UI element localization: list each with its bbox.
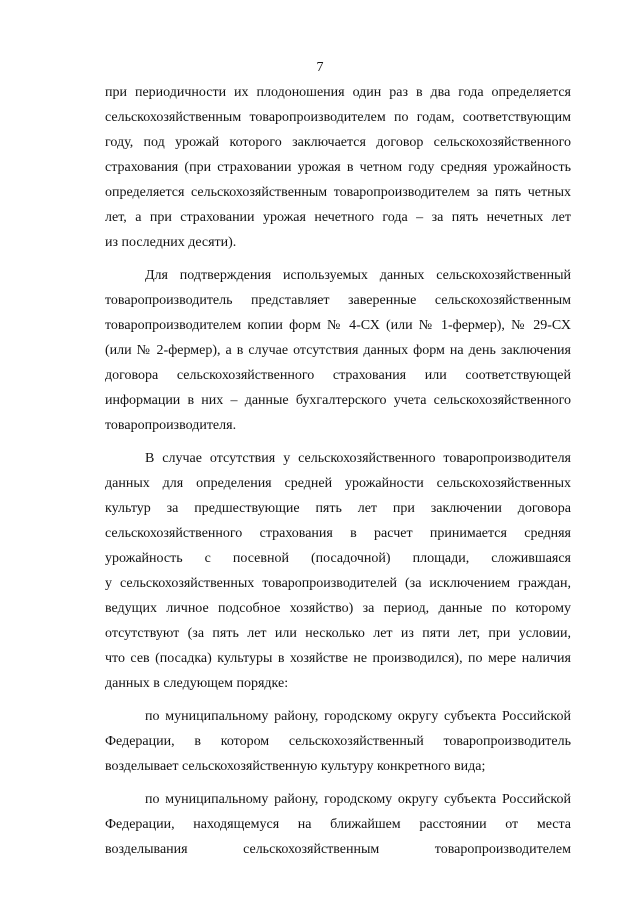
text-line: по муниципальному району, городскому округу субъекта Российской bbox=[145, 792, 571, 807]
text-line: у сельскохозяйственных товаропроизводителей (за исключением граждан, bbox=[105, 576, 571, 591]
text-line: году, под урожай которого заключается договор сельскохозяйственного bbox=[105, 135, 571, 150]
text-line: данных в следующем порядке: bbox=[105, 676, 289, 691]
text-line: информации в них – данные бухгалтерского учета сельскохозяйственного bbox=[105, 393, 571, 408]
text-line: урожайность с посевной (посадочной) площади, сложившаяся bbox=[105, 551, 571, 566]
text-line: отсутствуют (за пять лет или несколько лет из пяти лет, при условии, bbox=[105, 626, 571, 641]
text-line: данных для определения средней урожайности сельскохозяйственных bbox=[105, 476, 571, 491]
paragraph-4 bbox=[105, 704, 571, 779]
paragraph-2 bbox=[105, 263, 571, 438]
paragraph-1 bbox=[105, 80, 571, 255]
paragraph-3 bbox=[105, 446, 571, 696]
text-line: товаропроизводителя. bbox=[105, 418, 237, 433]
text-line: сельскохозяйственным товаропроизводителем по годам, соответствующим bbox=[105, 110, 571, 125]
text-line: (или № 2-фермер), а в случае отсутствия данных форм на день заключения bbox=[105, 343, 571, 358]
text-line: страхования (при страховании урожая в четном году средняя урожайность bbox=[105, 160, 571, 175]
text-line: возделывания сельскохозяйственным товаропроизводителем bbox=[105, 842, 571, 857]
text-line: по муниципальному району, городскому округу субъекта Российской bbox=[145, 709, 571, 724]
text-line: определяется сельскохозяйственным товаропроизводителем за пять четных bbox=[105, 185, 571, 200]
document-body bbox=[105, 80, 571, 862]
text-line: договора сельскохозяйственного страхования или соответствующей bbox=[105, 368, 571, 383]
text-line: что сев (посадка) культуры в хозяйстве не производился), по мере наличия bbox=[105, 651, 571, 666]
text-line: сельскохозяйственного страхования в расчет принимается средняя bbox=[105, 526, 571, 541]
text-line: товаропроизводителем копии форм № 4-СХ (или № 1-фермер), № 29-СХ bbox=[105, 318, 571, 333]
page-number: 7 bbox=[316, 60, 324, 75]
paragraph-5 bbox=[105, 787, 571, 862]
text-line: Для подтверждения используемых данных сельскохозяйственный bbox=[145, 268, 571, 283]
text-line: ведущих личное подсобное хозяйство) за период, данные по которому bbox=[105, 601, 571, 616]
text-line: при периодичности их плодоношения один раз в два года определяется bbox=[105, 85, 571, 100]
text-line: культур за предшествующие пять лет при заключении договора bbox=[105, 501, 571, 516]
text-line: лет, а при страховании урожая нечетного года – за пять нечетных лет bbox=[105, 210, 571, 225]
text-line: Федерации, в котором сельскохозяйственный товаропроизводитель bbox=[105, 734, 571, 749]
text-line: товаропроизводитель представляет заверенные сельскохозяйственным bbox=[105, 293, 571, 308]
text-line: Федерации, находящемуся на ближайшем расстоянии от места bbox=[105, 817, 571, 832]
text-line: из последних десяти). bbox=[105, 235, 237, 250]
text-line: возделывает сельскохозяйственную культуру конкретного вида; bbox=[105, 759, 486, 774]
text-line: В случае отсутствия у сельскохозяйственного товаропроизводителя bbox=[145, 451, 571, 466]
